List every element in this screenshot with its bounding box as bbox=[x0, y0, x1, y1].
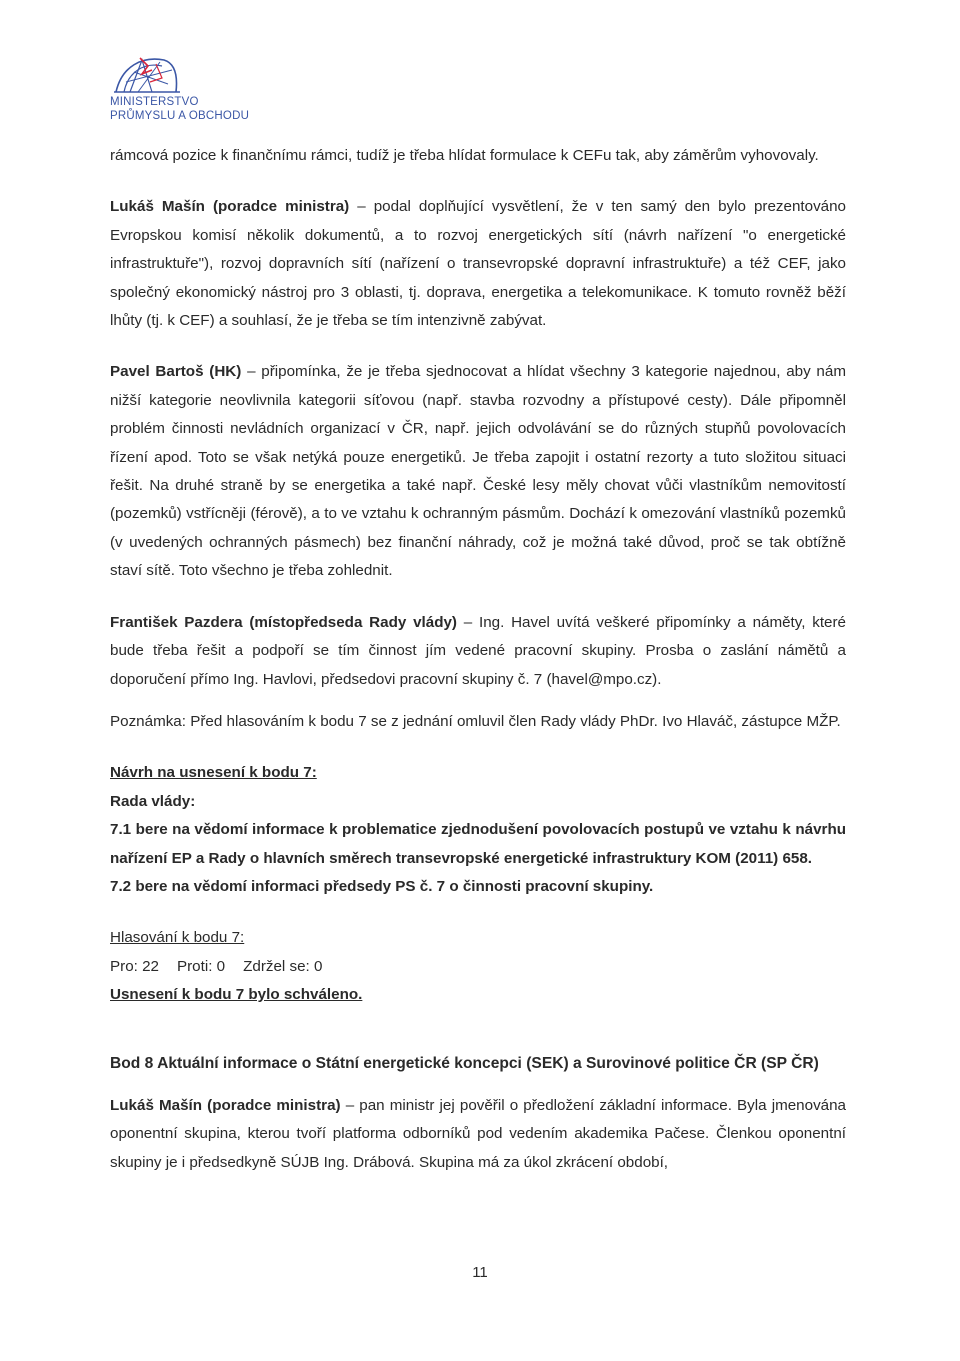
vote-result: Usnesení k bodu 7 bylo schváleno. bbox=[110, 986, 363, 1004]
resolution-title: Návrh na usnesení k bodu 7: bbox=[110, 764, 317, 782]
speaker-name: Lukáš Mašín (poradce ministra) bbox=[110, 198, 350, 216]
vote-title: Hlasování k bodu 7: bbox=[110, 929, 245, 947]
paragraph-text: – pan ministr jej pověřil o předložení základní informace. Byla jmenována oponentní skupina, kterou tvoří platforma odborníků pod vedením akademika Pačese. Členkou oponentní skupiny je i předsedkyně SÚJB Ing. Drábová. Skupina má za úkol zkrácení období, bbox=[110, 1096, 846, 1171]
paragraph-continued: rámcová pozice k finančnímu rámci, tudíž je třeba hlídat formulace k CEFu tak, aby záměrům vyhovovaly. bbox=[110, 147, 819, 164]
speaker-name: Lukáš Mašín (poradce ministra) bbox=[110, 1096, 341, 1114]
vote-counts bbox=[110, 953, 846, 981]
logo-text-line2: PRŮMYSLU A OBCHODU bbox=[110, 110, 250, 122]
paragraph-masin bbox=[110, 193, 846, 335]
paragraph-text: – Ing. Havel uvítá veškeré připomínky a náměty, které bude třeba řešit a podpoří se tím činnost jím vedené pracovní skupiny. Prosba o zaslání námětů a doporučení přímo Ing. Havlovi, předsedovi pracovní skupiny č. 7 (havel@mpo.cz). bbox=[110, 613, 846, 688]
ministry-logo-globe-icon bbox=[112, 52, 182, 96]
page-number: 11 bbox=[472, 1264, 488, 1281]
ministry-logo bbox=[108, 52, 268, 127]
speaker-name: František Pazdera (místopředseda Rady vlády) bbox=[110, 613, 457, 631]
resolution-item: 7.1 bere na vědomí informace k problematice zjednodušení povolovacích postupů ve vztahu k návrhu nařízení EP a Rady o hlavních směrech transevropské energetické infrastruktury KOM (2011) 658. bbox=[110, 821, 846, 867]
logo-text-line1: MINISTERSTVO bbox=[110, 96, 199, 108]
document-body bbox=[110, 142, 846, 1177]
paragraph-bartos bbox=[110, 358, 846, 585]
resolution-body: Rada vlády: bbox=[110, 792, 196, 810]
note-paragraph: Poznámka: Před hlasováním k bodu 7 se z jednání omluvil člen Rady vlády PhDr. Ivo Hlaváč, zástupce MŽP. bbox=[110, 712, 841, 730]
paragraph-text: – připomínka, že je třeba sjednocovat a hlídat všechny 3 kategorie najednou, aby nám nižší kategorie neovlivnila kategorii síťovou (např. stavba rozvodny a přístupové cesty). Dále připomněl problém činnosti nevládních organizací v ČR, např. jejich odvolávání se do různých stupňů povolovacích řízení apod. Toto se však netýká pouze energetiků. Je třeba zapojit i ostatní rezorty a tuto složitou situaci řešit. Na druhé straně by se energetika a také např. České lesy měly chovat vůči vlastníkům nemovitostí (pozemků) vstřícněji (férově), a to ve vztahu k ochranným pásmům. Dochází k omezování vlastníků pozemků (v uvedených ochranných pásmech) bez finanční náhrady, což je možná také důvod, proč se tak obtížně staví sítě. Toto všechno je třeba zohlednit. bbox=[110, 363, 846, 580]
paragraph-masin-2 bbox=[110, 1092, 846, 1177]
paragraph-pazdera bbox=[110, 609, 846, 694]
vote-proti: Proti: 0 bbox=[176, 957, 226, 975]
vote-zdrzel: Zdržel se: 0 bbox=[243, 957, 323, 975]
resolution-item: 7.2 bere na vědomí informaci předsedy PS č. 7 o činnosti pracovní skupiny. bbox=[110, 877, 654, 895]
section-heading: Bod 8 Aktuální informace o Státní energetické koncepci (SEK) a Surovinové politice ČR (SP ČR) bbox=[110, 1054, 819, 1072]
vote-pro: Pro: 22 bbox=[110, 957, 159, 975]
paragraph-text: – podal doplňující vysvětlení, že v ten samý den bylo prezentováno Evropskou komisí několik dokumentů, a to rozvoj energetických sítí (návrh nařízení "o energetické infrastruktuře"), rozvoj dopravních sítí (nařízení o transevropské dopravní infrastruktuře) a též CEF, jako společný ekonomický nástroj pro 3 oblasti, tj. doprava, energetika a telekomunikace. K tomuto rovněž běží lhůty (tj. k CEF) a souhlasí, že je třeba se tím intenzivně zabývat. bbox=[110, 198, 846, 330]
speaker-name: Pavel Bartoš (HK) bbox=[110, 363, 242, 381]
